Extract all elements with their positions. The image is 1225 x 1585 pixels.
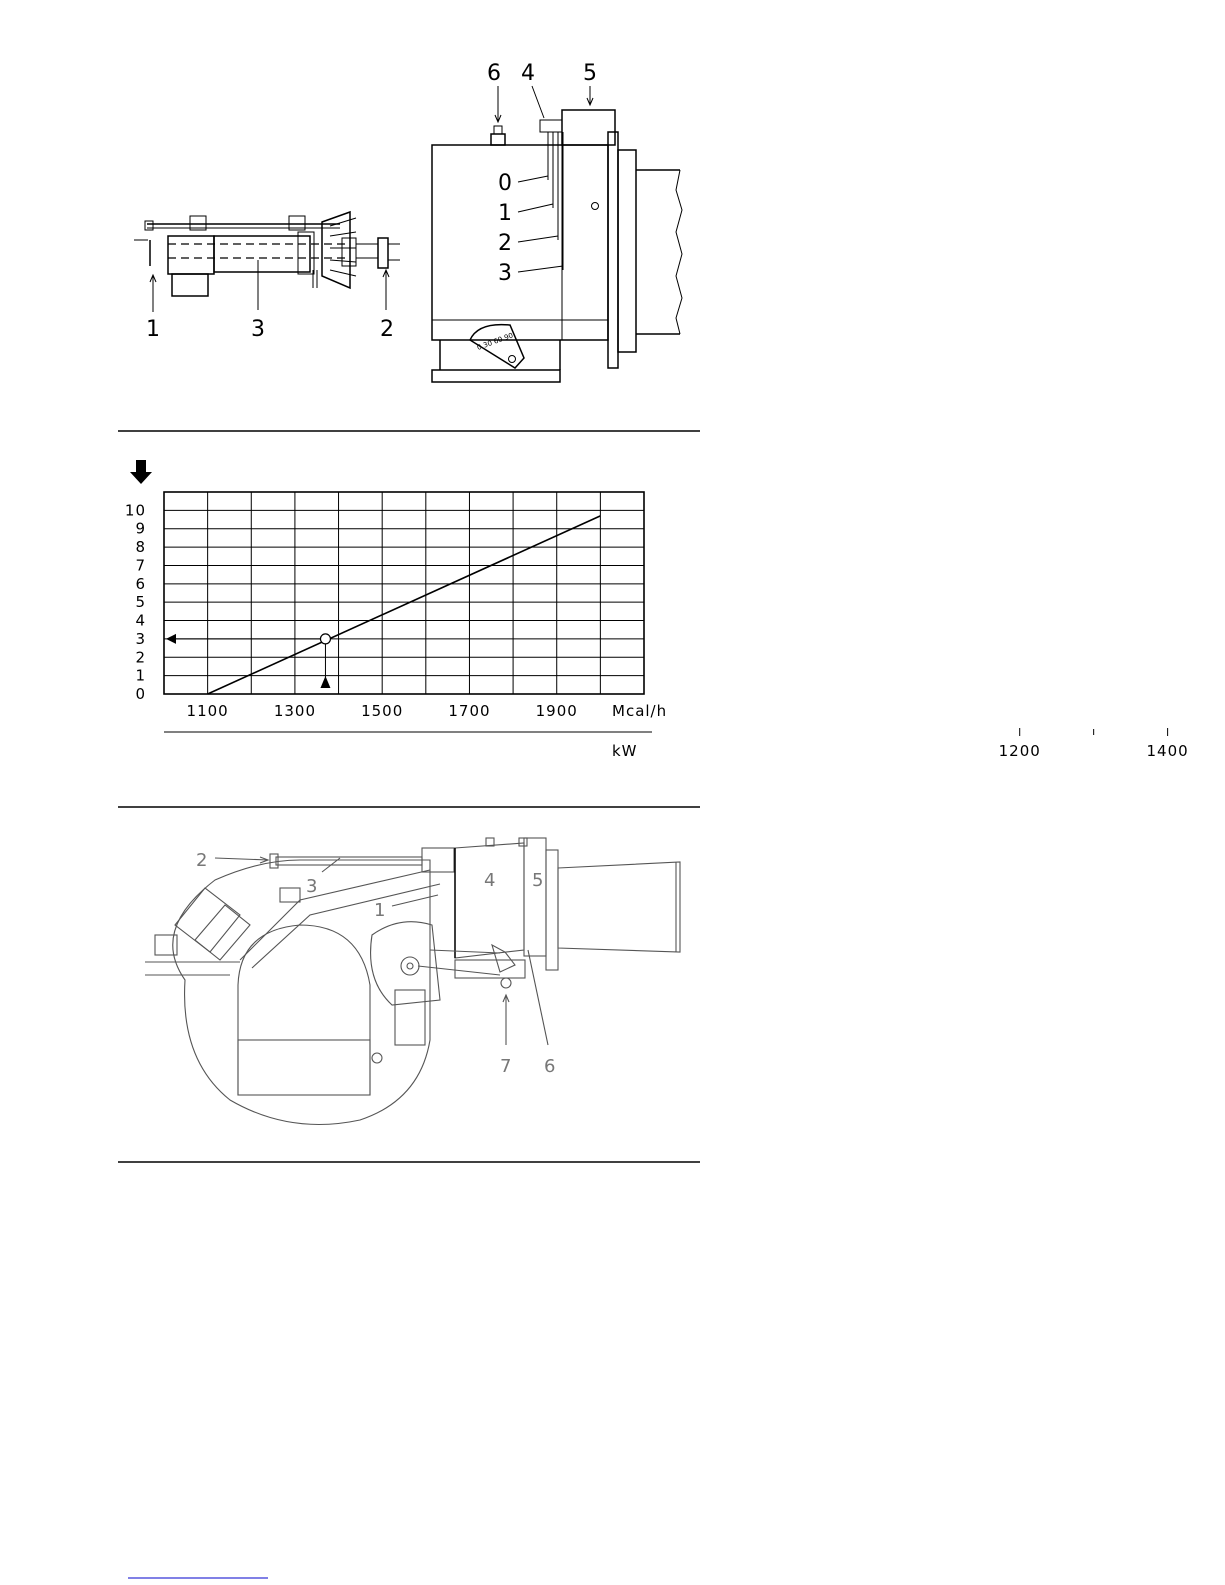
x-kw-unit-label: kW — [612, 742, 638, 760]
x-mcal-tick-label: 1500 — [361, 702, 404, 720]
arrow-down-icon — [130, 460, 152, 484]
y-tick-label: 8 — [135, 538, 146, 557]
y-tick-label: 4 — [135, 611, 146, 630]
chart-x-mcal-axis — [187, 702, 668, 720]
x-mcal-tick-label: 1300 — [273, 702, 317, 720]
y-tick-label: 6 — [135, 574, 146, 593]
example-point-marker — [320, 634, 330, 644]
x-mcal-unit-label: Mcal/h — [612, 702, 668, 720]
y-tick-label: 3 — [135, 629, 146, 648]
fig3-label-7: 7 — [500, 1056, 512, 1077]
x-kw-tick-label: 1400 — [1146, 742, 1189, 760]
burner-side-view-drawing — [145, 838, 680, 1125]
fig1-scale-label-0: 0 — [498, 171, 512, 196]
fig3-label-6: 6 — [544, 1056, 556, 1077]
arrow-up-icon — [320, 676, 330, 688]
x-kw-tick-label: 1200 — [998, 742, 1041, 760]
y-tick-label: 7 — [135, 556, 146, 575]
chart-y-ticks — [125, 501, 146, 703]
y-tick-label: 2 — [135, 648, 146, 667]
fig1-left-label-1: 1 — [146, 317, 160, 342]
fig1-dial-text: 0 30 60 90 — [475, 331, 515, 352]
x-mcal-tick-label: 1900 — [535, 702, 578, 720]
fig1-right-label-5: 5 — [583, 61, 597, 86]
y-tick-label: 10 — [124, 501, 146, 520]
y-tick-label: 1 — [135, 666, 146, 685]
fig3-label-5: 5 — [532, 870, 544, 891]
fig1-right-label-6: 6 — [487, 61, 501, 86]
y-tick-label: 9 — [135, 519, 146, 538]
fig3-label-4: 4 — [484, 870, 496, 891]
fig1-scale-label-1: 1 — [498, 201, 512, 226]
x-mcal-tick-label: 1100 — [186, 702, 229, 720]
fig1-scale-label-3: 3 — [498, 261, 512, 286]
chart-frame — [164, 492, 644, 694]
x-mcal-tick-label: 1700 — [448, 702, 491, 720]
burner-head-drawing — [432, 86, 682, 382]
fig3-label-1: 1 — [374, 900, 386, 921]
chart-x-kw-axis — [164, 728, 1225, 760]
chart-series — [166, 516, 600, 694]
fig3-label-3: 3 — [306, 876, 318, 897]
y-tick-label: 5 — [135, 593, 146, 612]
series-line — [208, 516, 601, 694]
y-tick-label: 0 — [135, 685, 146, 703]
nozzle-assembly-drawing — [134, 212, 400, 312]
fig1-left-label-3: 3 — [251, 317, 265, 342]
fig1-right-label-4: 4 — [521, 61, 535, 86]
fig1-scale-label-2: 2 — [498, 231, 512, 256]
fig1-left-label-2: 2 — [380, 317, 394, 342]
arrow-left-icon — [166, 634, 176, 644]
chart-grid — [164, 492, 644, 694]
fig3-label-2: 2 — [196, 850, 208, 871]
setting-chart — [125, 460, 1225, 760]
